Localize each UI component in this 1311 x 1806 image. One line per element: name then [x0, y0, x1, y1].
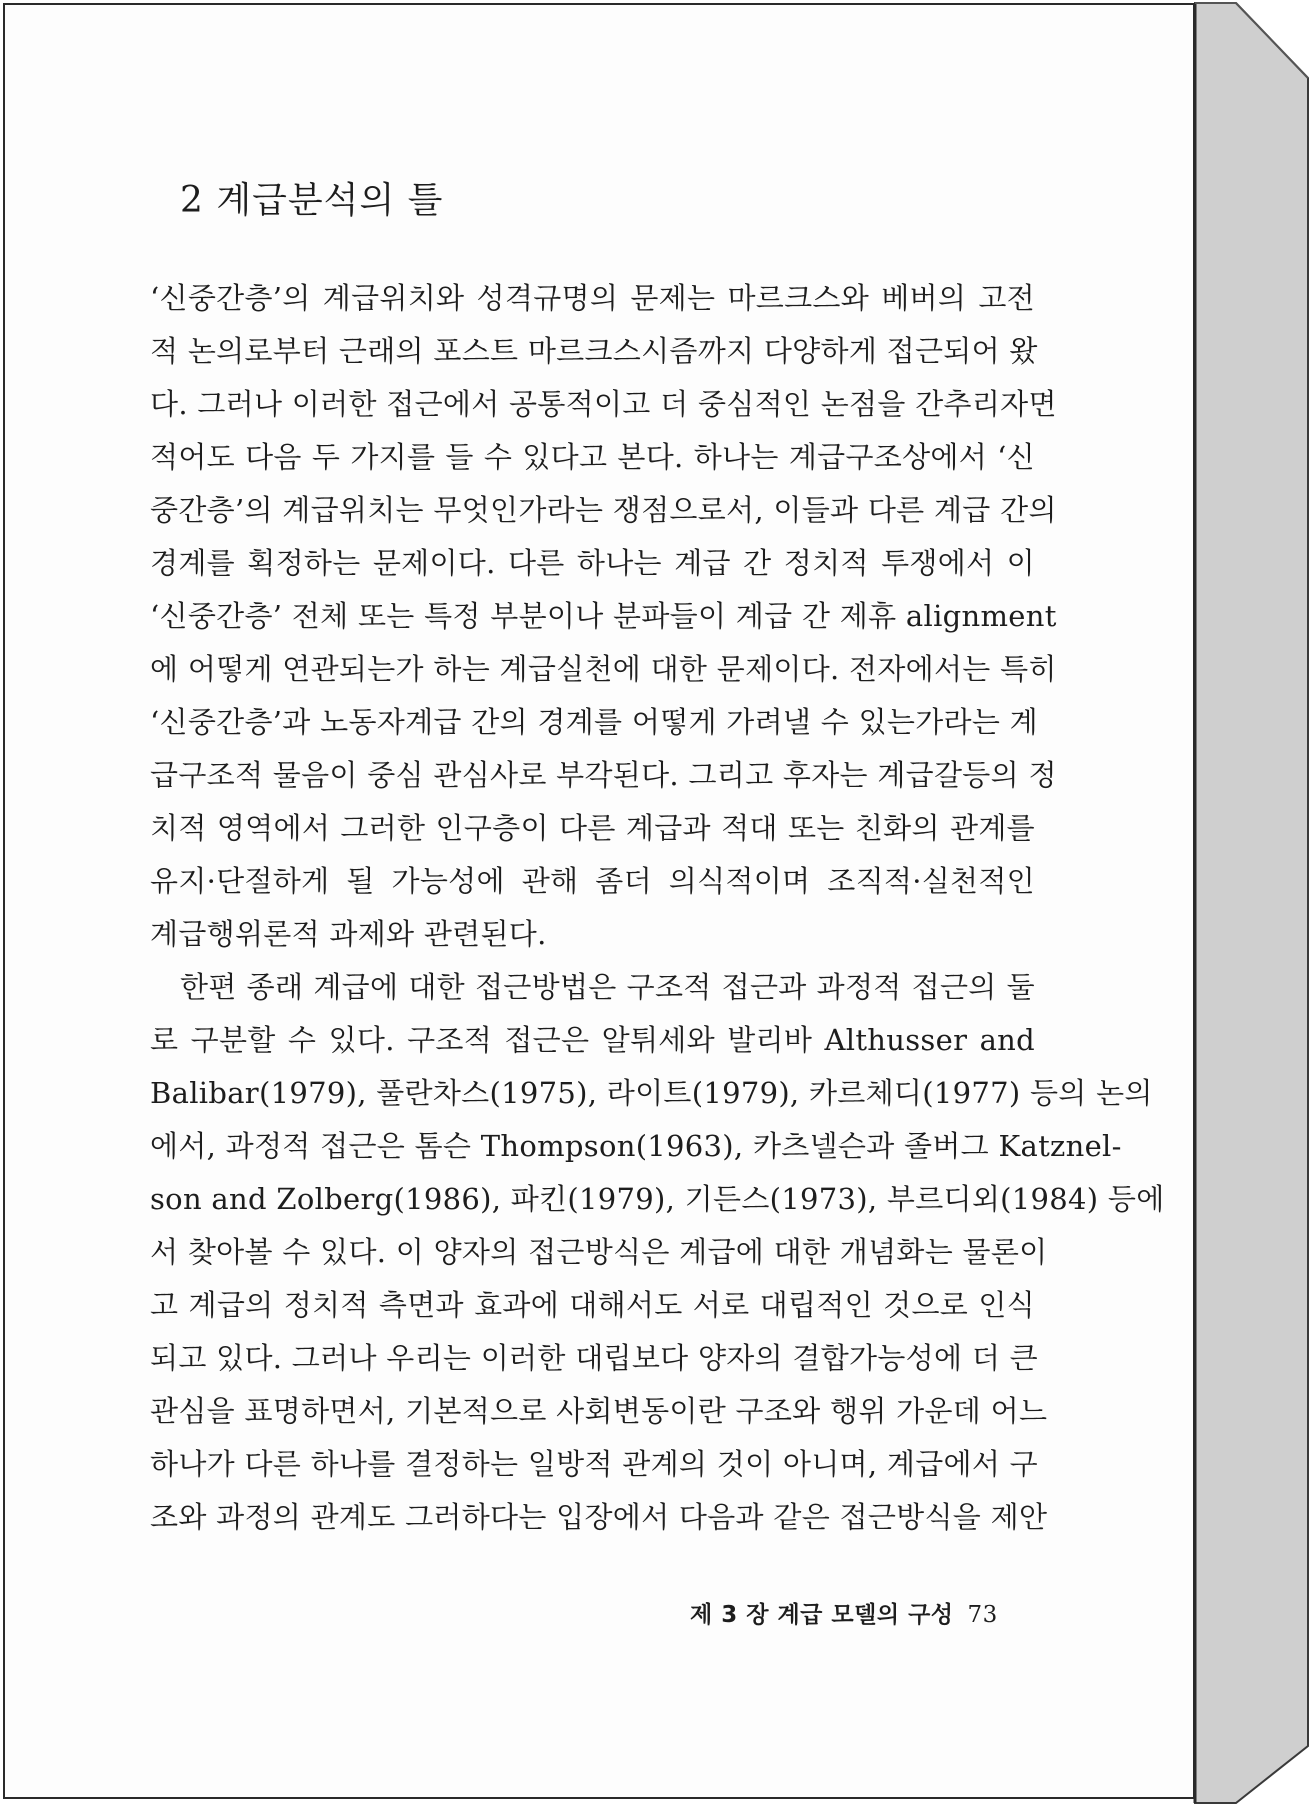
text-line: 되고 있다. 그러나 우리는 이러한 대립보다 양자의 결합가능성에 더 큰 [150, 1341, 1038, 1375]
body-text [150, 272, 1165, 1544]
section-heading: 2 계급분석의 틀 [180, 180, 444, 221]
text-line: Balibar(1979), 풀란차스(1975), 라이트(1979), 카르체디(1977) 등의 논의 [150, 1076, 1153, 1110]
text-line: son and Zolberg(1986), 파킨(1979), 기든스(1973), 부르디외(1984) 등에 [150, 1182, 1165, 1216]
text-line: 서 찾아볼 수 있다. 이 양자의 접근방식은 계급에 대한 개념화는 물론이 [150, 1235, 1048, 1269]
text-line: 에서, 과정적 접근은 톰슨 Thompson(1963), 카츠넬슨과 졸버그 Katznel- [150, 1129, 1122, 1163]
text-line: 하나가 다른 하나를 결정하는 일방적 관계의 것이 아니며, 계급에서 구 [150, 1447, 1038, 1481]
text-line: 적어도 다음 두 가지를 들 수 있다고 본다. 하나는 계급구조상에서 ‘신 [150, 440, 1035, 474]
text-line: 경계를 획정하는 문제이다. 다른 하나는 계급 간 정치적 투쟁에서 이 [150, 546, 1035, 580]
text-line: 에 어떻게 연관되는가 하는 계급실천에 대한 문제이다. 전자에서는 특히 [150, 652, 1057, 686]
text-line: ‘신중간층’과 노동자계급 간의 경계를 어떻게 가려낼 수 있는가라는 계 [150, 705, 1038, 739]
text-line: 적 논의로부터 근래의 포스트 마르크스시즘까지 다양하게 접근되어 왔 [150, 334, 1038, 368]
text-line: 한편 종래 계급에 대한 접근방법은 구조적 접근과 과정적 접근의 둘 [180, 970, 1035, 1004]
text-line: ‘신중간층’ 전체 또는 특정 부분이나 분파들이 계급 간 제휴 alignment [150, 599, 1057, 633]
chapter-title: 제 3 장 계급 모델의 구성 [690, 1602, 954, 1628]
text-line: 관심을 표명하면서, 기본적으로 사회변동이란 구조와 행위 가운데 어느 [150, 1394, 1048, 1428]
text-line: 조와 과정의 관계도 그러하다는 입장에서 다음과 같은 접근방식을 제안 [150, 1500, 1048, 1534]
text-line: ‘신중간층’의 계급위치와 성격규명의 문제는 마르크스와 베버의 고전 [150, 281, 1035, 315]
text-line: 유지·단절하게 될 가능성에 관해 좀더 의식적이며 조직적·실천적인 [150, 864, 1035, 898]
text-line: 로 구분할 수 있다. 구조적 접근은 알튀세와 발리바 Althusser and [150, 1023, 1035, 1057]
text-line: 다. 그러나 이러한 접근에서 공통적이고 더 중심적인 논점을 간추리자면 [150, 387, 1057, 421]
paragraph-1 [150, 272, 1057, 961]
running-footer [690, 1596, 998, 1629]
text-line: 치적 영역에서 그러한 인구층이 다른 계급과 적대 또는 친화의 관계를 [150, 811, 1035, 845]
text-line: 계급행위론적 과제와 관련된다. [150, 917, 547, 951]
page-number: 73 [967, 1602, 998, 1628]
text-line: 중간층’의 계급위치는 무엇인가라는 쟁점으로서, 이들과 다른 계급 간의 [150, 493, 1057, 527]
text-line: 급구조적 물음이 중심 관심사로 부각된다. 그리고 후자는 계급갈등의 정 [150, 758, 1057, 792]
paragraph-2 [150, 961, 1165, 1544]
text-line: 고 계급의 정치적 측면과 효과에 대해서도 서로 대립적인 것으로 인식 [150, 1288, 1035, 1322]
